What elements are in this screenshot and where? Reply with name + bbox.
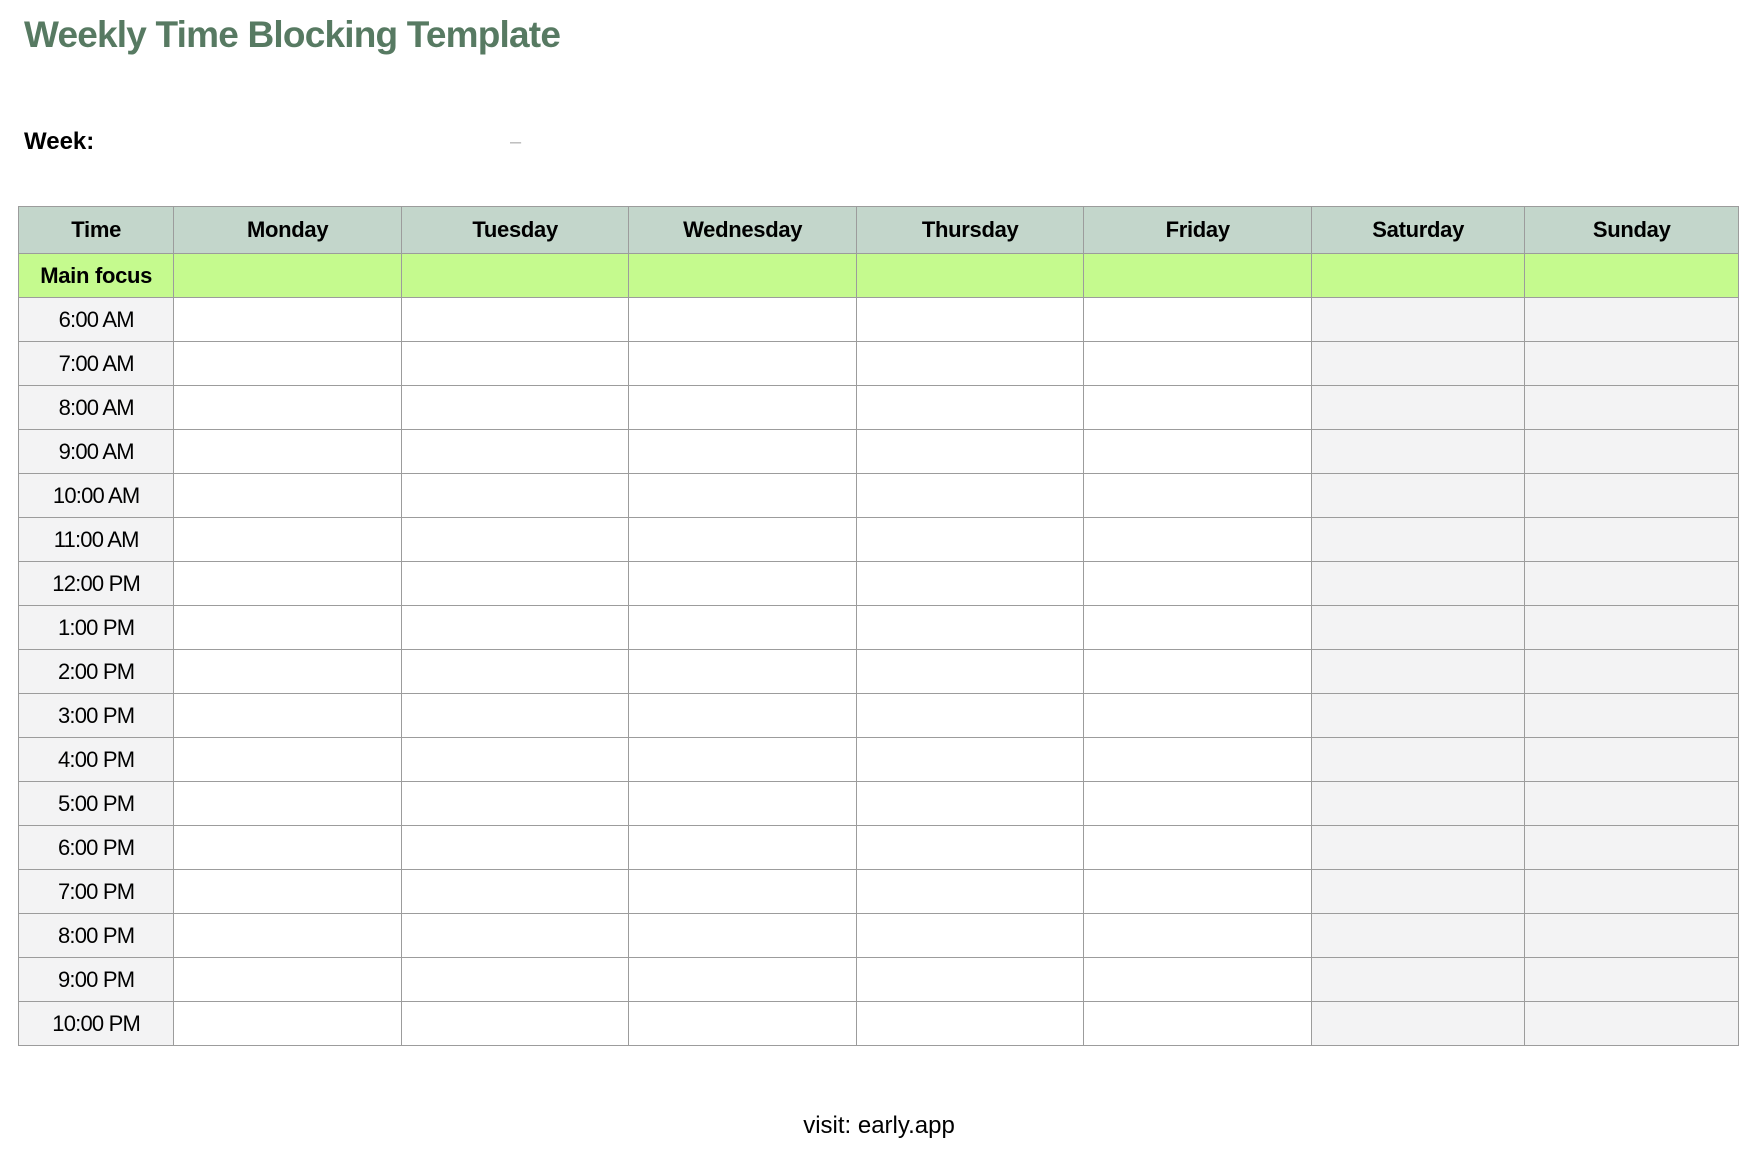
time-block-cell-wednesday[interactable]: [629, 298, 857, 342]
time-block-cell-saturday[interactable]: [1311, 342, 1524, 386]
header-wednesday: Wednesday: [629, 207, 857, 254]
time-block-cell-monday[interactable]: [174, 782, 402, 826]
time-block-cell-tuesday[interactable]: [401, 738, 629, 782]
time-block-cell-thursday[interactable]: [856, 518, 1084, 562]
time-block-cell-sunday[interactable]: [1525, 1002, 1739, 1046]
time-block-cell-sunday[interactable]: [1525, 606, 1739, 650]
time-block-cell-saturday[interactable]: [1311, 386, 1524, 430]
footer-link[interactable]: visit: early.app: [803, 1112, 955, 1139]
time-block-cell-saturday[interactable]: [1311, 738, 1524, 782]
time-block-cell-friday[interactable]: [1084, 738, 1312, 782]
table-row: [19, 958, 1739, 1002]
time-block-cell-sunday[interactable]: [1525, 958, 1739, 1002]
time-block-cell-saturday[interactable]: [1311, 298, 1524, 342]
time-block-cell-saturday[interactable]: [1311, 914, 1524, 958]
time-block-cell-monday[interactable]: [174, 562, 402, 606]
time-block-cell-sunday[interactable]: [1525, 474, 1739, 518]
time-block-cell-friday[interactable]: [1084, 650, 1312, 694]
time-block-cell-tuesday[interactable]: [401, 474, 629, 518]
page-title: Weekly Time Blocking Template: [24, 14, 561, 55]
time-block-cell-sunday[interactable]: [1525, 562, 1739, 606]
table-row: [19, 738, 1739, 782]
time-block-cell-sunday[interactable]: [1525, 782, 1739, 826]
time-block-cell-wednesday[interactable]: [629, 474, 857, 518]
time-block-cell-sunday[interactable]: [1525, 430, 1739, 474]
time-block-cell-saturday[interactable]: [1311, 870, 1524, 914]
time-block-cell-tuesday[interactable]: [401, 518, 629, 562]
time-block-cell-monday[interactable]: [174, 1002, 402, 1046]
header-time: Time: [19, 207, 174, 254]
time-slot-label: 8:00 AM: [19, 386, 174, 430]
time-block-cell-saturday[interactable]: [1311, 606, 1524, 650]
header-sunday: Sunday: [1525, 207, 1739, 254]
table-row: [19, 474, 1739, 518]
time-block-cell-monday[interactable]: [174, 298, 402, 342]
time-slot-label: 5:00 PM: [19, 782, 174, 826]
time-block-cell-wednesday[interactable]: [629, 430, 857, 474]
time-block-cell-friday[interactable]: [1084, 430, 1312, 474]
time-block-cell-sunday[interactable]: [1525, 342, 1739, 386]
time-block-cell-thursday[interactable]: [856, 738, 1084, 782]
time-block-cell-saturday[interactable]: [1311, 474, 1524, 518]
week-range-separator: –: [510, 131, 522, 153]
time-block-cell-friday[interactable]: [1084, 342, 1312, 386]
time-block-cell-wednesday[interactable]: [629, 650, 857, 694]
table-row: [19, 606, 1739, 650]
time-slot-label: 8:00 PM: [19, 914, 174, 958]
focus-cell-wednesday[interactable]: [629, 254, 857, 298]
time-block-cell-monday[interactable]: [174, 518, 402, 562]
focus-cell-monday[interactable]: [174, 254, 402, 298]
time-slot-label: 3:00 PM: [19, 694, 174, 738]
time-block-cell-tuesday[interactable]: [401, 826, 629, 870]
time-slot-label: 2:00 PM: [19, 650, 174, 694]
time-block-cell-thursday[interactable]: [856, 606, 1084, 650]
time-block-cell-friday[interactable]: [1084, 870, 1312, 914]
table-row: [19, 386, 1739, 430]
time-block-cell-tuesday[interactable]: [401, 694, 629, 738]
table-row: [19, 826, 1739, 870]
time-block-cell-saturday[interactable]: [1311, 958, 1524, 1002]
time-block-cell-saturday[interactable]: [1311, 650, 1524, 694]
time-block-cell-tuesday[interactable]: [401, 430, 629, 474]
time-block-cell-saturday[interactable]: [1311, 694, 1524, 738]
main-focus-row: [19, 254, 1739, 298]
time-block-cell-wednesday[interactable]: [629, 914, 857, 958]
time-block-cell-thursday[interactable]: [856, 386, 1084, 430]
table-row: [19, 562, 1739, 606]
time-block-cell-tuesday[interactable]: [401, 562, 629, 606]
header-friday: Friday: [1084, 207, 1312, 254]
time-block-cell-thursday[interactable]: [856, 562, 1084, 606]
time-block-cell-friday[interactable]: [1084, 782, 1312, 826]
time-block-cell-sunday[interactable]: [1525, 870, 1739, 914]
time-block-cell-tuesday[interactable]: [401, 914, 629, 958]
time-block-cell-monday[interactable]: [174, 474, 402, 518]
time-block-cell-thursday[interactable]: [856, 650, 1084, 694]
time-block-cell-friday[interactable]: [1084, 826, 1312, 870]
week-label: Week:: [24, 128, 95, 155]
time-block-cell-saturday[interactable]: [1311, 826, 1524, 870]
time-block-cell-saturday[interactable]: [1311, 562, 1524, 606]
time-block-cell-friday[interactable]: [1084, 386, 1312, 430]
time-block-cell-monday[interactable]: [174, 386, 402, 430]
time-block-cell-tuesday[interactable]: [401, 606, 629, 650]
time-slot-label: 10:00 AM: [19, 474, 174, 518]
table-row: [19, 694, 1739, 738]
time-block-cell-sunday[interactable]: [1525, 694, 1739, 738]
header-saturday: Saturday: [1311, 207, 1524, 254]
time-block-cell-monday[interactable]: [174, 342, 402, 386]
time-block-cell-thursday[interactable]: [856, 342, 1084, 386]
time-block-cell-monday[interactable]: [174, 870, 402, 914]
time-block-cell-monday[interactable]: [174, 826, 402, 870]
time-slot-label: 12:00 PM: [19, 562, 174, 606]
table-row: [19, 1002, 1739, 1046]
time-block-cell-saturday[interactable]: [1311, 782, 1524, 826]
time-block-cell-wednesday[interactable]: [629, 782, 857, 826]
focus-cell-thursday[interactable]: [856, 254, 1084, 298]
time-block-cell-wednesday[interactable]: [629, 342, 857, 386]
table-row: [19, 914, 1739, 958]
time-block-cell-wednesday[interactable]: [629, 518, 857, 562]
main-focus-label: Main focus: [19, 254, 174, 298]
time-block-cell-wednesday[interactable]: [629, 694, 857, 738]
table-row: [19, 870, 1739, 914]
time-block-cell-tuesday[interactable]: [401, 958, 629, 1002]
time-block-cell-monday[interactable]: [174, 650, 402, 694]
header-thursday: Thursday: [856, 207, 1084, 254]
time-block-cell-wednesday[interactable]: [629, 738, 857, 782]
time-block-cell-wednesday[interactable]: [629, 606, 857, 650]
table-row: [19, 430, 1739, 474]
time-block-cell-friday[interactable]: [1084, 606, 1312, 650]
time-block-cell-friday[interactable]: [1084, 694, 1312, 738]
time-slot-label: 7:00 PM: [19, 870, 174, 914]
time-block-cell-tuesday[interactable]: [401, 342, 629, 386]
time-block-cell-monday[interactable]: [174, 958, 402, 1002]
focus-cell-tuesday[interactable]: [401, 254, 629, 298]
time-block-cell-sunday[interactable]: [1525, 914, 1739, 958]
time-block-cell-thursday[interactable]: [856, 826, 1084, 870]
time-slot-label: 6:00 AM: [19, 298, 174, 342]
time-block-cell-sunday[interactable]: [1525, 386, 1739, 430]
time-block-cell-thursday[interactable]: [856, 694, 1084, 738]
time-block-cell-friday[interactable]: [1084, 298, 1312, 342]
time-block-cell-thursday[interactable]: [856, 914, 1084, 958]
time-blocking-table: [18, 206, 1739, 1046]
focus-cell-saturday[interactable]: [1311, 254, 1524, 298]
time-block-cell-tuesday[interactable]: [401, 650, 629, 694]
time-block-cell-thursday[interactable]: [856, 474, 1084, 518]
table-row: [19, 298, 1739, 342]
time-block-cell-tuesday[interactable]: [401, 870, 629, 914]
time-block-cell-monday[interactable]: [174, 430, 402, 474]
time-block-cell-saturday[interactable]: [1311, 518, 1524, 562]
time-block-cell-thursday[interactable]: [856, 782, 1084, 826]
table-row: [19, 650, 1739, 694]
time-block-cell-thursday[interactable]: [856, 298, 1084, 342]
time-block-cell-wednesday[interactable]: [629, 870, 857, 914]
time-block-cell-wednesday[interactable]: [629, 958, 857, 1002]
time-block-cell-tuesday[interactable]: [401, 298, 629, 342]
header-row: [19, 207, 1739, 254]
time-block-cell-monday[interactable]: [174, 606, 402, 650]
time-block-cell-friday[interactable]: [1084, 958, 1312, 1002]
time-block-cell-sunday[interactable]: [1525, 298, 1739, 342]
focus-cell-sunday[interactable]: [1525, 254, 1739, 298]
time-block-cell-wednesday[interactable]: [629, 562, 857, 606]
time-slot-label: 11:00 AM: [19, 518, 174, 562]
time-block-cell-sunday[interactable]: [1525, 650, 1739, 694]
time-block-cell-tuesday[interactable]: [401, 782, 629, 826]
time-block-cell-sunday[interactable]: [1525, 826, 1739, 870]
time-slot-label: 10:00 PM: [19, 1002, 174, 1046]
time-block-cell-friday[interactable]: [1084, 518, 1312, 562]
time-slot-label: 6:00 PM: [19, 826, 174, 870]
time-block-cell-tuesday[interactable]: [401, 1002, 629, 1046]
time-block-cell-friday[interactable]: [1084, 474, 1312, 518]
time-block-cell-wednesday[interactable]: [629, 386, 857, 430]
time-block-cell-thursday[interactable]: [856, 430, 1084, 474]
time-block-cell-tuesday[interactable]: [401, 386, 629, 430]
header-monday: Monday: [174, 207, 402, 254]
time-block-cell-sunday[interactable]: [1525, 518, 1739, 562]
time-slot-label: 7:00 AM: [19, 342, 174, 386]
time-block-cell-wednesday[interactable]: [629, 1002, 857, 1046]
time-block-cell-friday[interactable]: [1084, 562, 1312, 606]
time-block-cell-monday[interactable]: [174, 694, 402, 738]
time-slot-label: 9:00 AM: [19, 430, 174, 474]
time-block-cell-sunday[interactable]: [1525, 738, 1739, 782]
time-block-cell-friday[interactable]: [1084, 914, 1312, 958]
time-block-cell-saturday[interactable]: [1311, 430, 1524, 474]
week-field[interactable]: [24, 125, 544, 159]
time-block-cell-wednesday[interactable]: [629, 826, 857, 870]
time-block-cell-monday[interactable]: [174, 914, 402, 958]
time-block-cell-thursday[interactable]: [856, 958, 1084, 1002]
focus-cell-friday[interactable]: [1084, 254, 1312, 298]
table-row: [19, 782, 1739, 826]
header-tuesday: Tuesday: [401, 207, 629, 254]
time-slot-label: 9:00 PM: [19, 958, 174, 1002]
table-row: [19, 518, 1739, 562]
time-block-cell-thursday[interactable]: [856, 870, 1084, 914]
time-slot-label: 4:00 PM: [19, 738, 174, 782]
time-block-cell-monday[interactable]: [174, 738, 402, 782]
time-block-cell-friday[interactable]: [1084, 1002, 1312, 1046]
table-row: [19, 342, 1739, 386]
time-slot-label: 1:00 PM: [19, 606, 174, 650]
time-block-cell-saturday[interactable]: [1311, 1002, 1524, 1046]
time-block-cell-thursday[interactable]: [856, 1002, 1084, 1046]
